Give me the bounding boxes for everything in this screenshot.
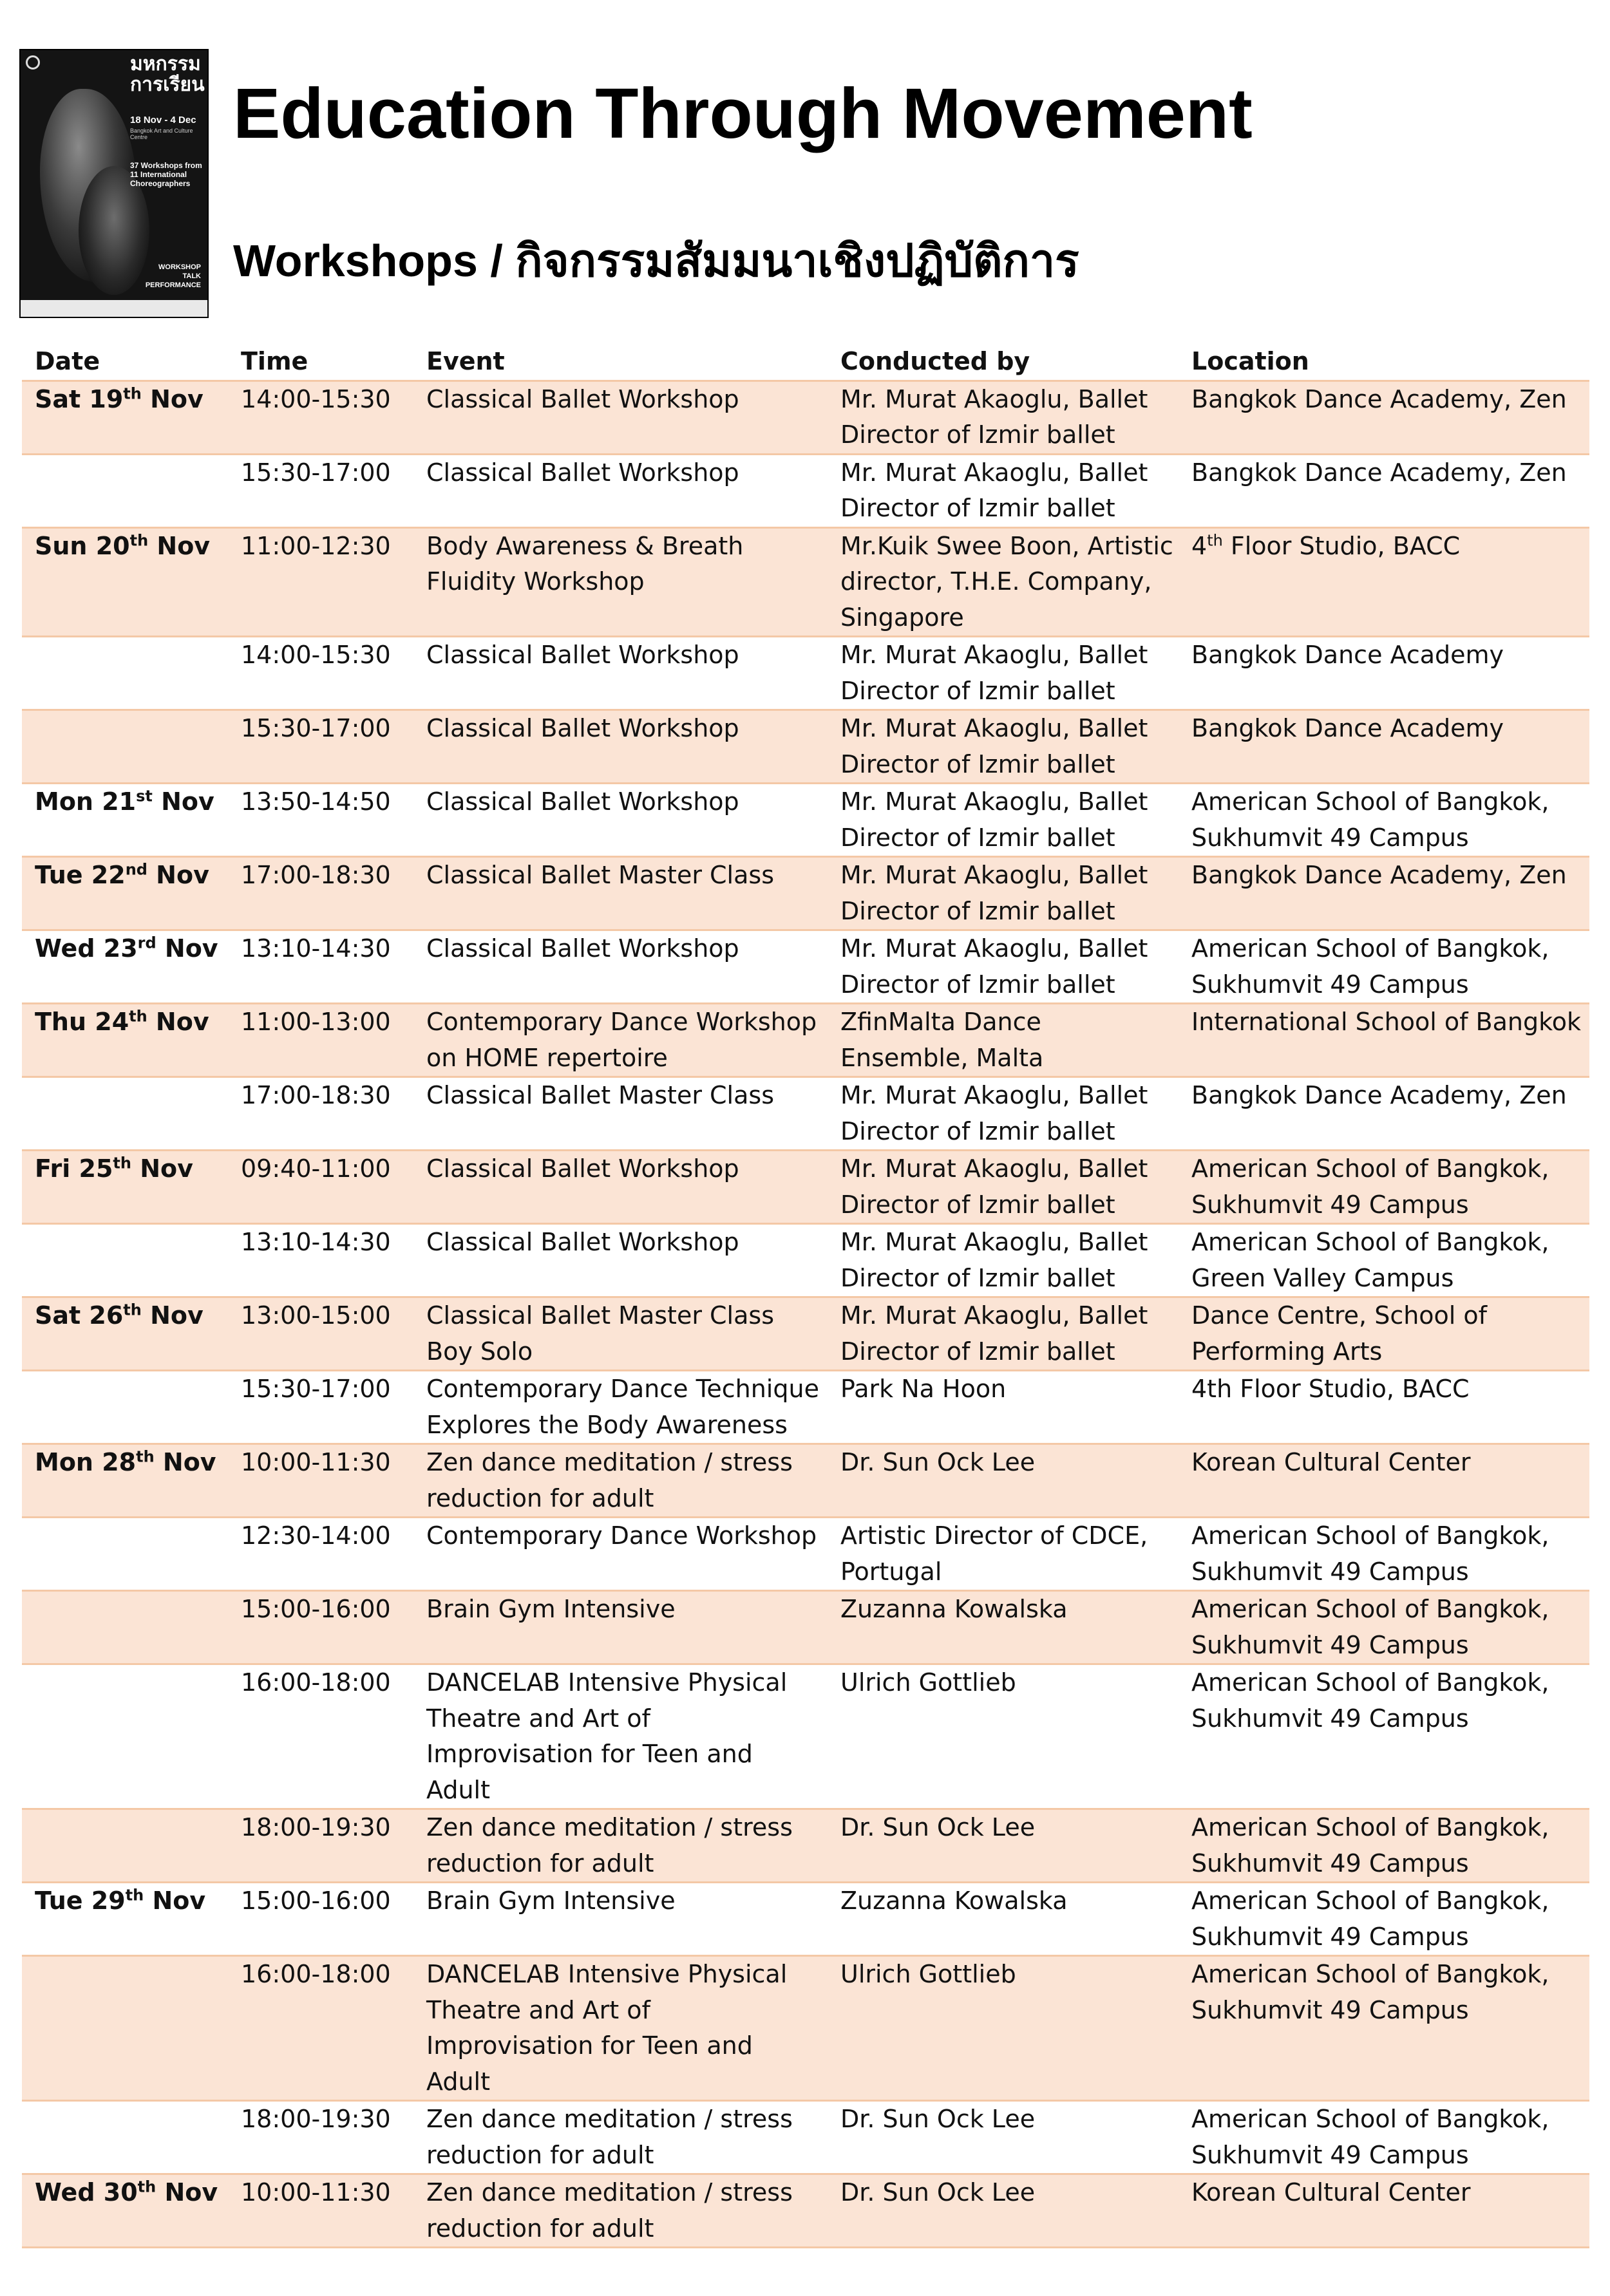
cell-date	[22, 1518, 228, 1591]
date-day: Tue 22	[35, 861, 126, 889]
cell-time: 13:00-15:00	[228, 1297, 413, 1371]
date-suffix: th	[113, 1154, 131, 1172]
cell-time: 11:00-12:30	[228, 527, 413, 637]
festival-logo-icon	[26, 55, 40, 70]
location-text: American School of Bangkok, Sukhumvit 49 Campus	[1191, 1154, 1557, 1219]
table-row	[22, 527, 1589, 637]
poster-sponsor-bar	[21, 300, 207, 317]
date-suffix: th	[136, 1447, 155, 1466]
cell-event: Classical Ballet Workshop	[413, 784, 828, 857]
table-row	[22, 381, 1589, 454]
table-row	[22, 1809, 1589, 1883]
date-suffix: th	[129, 1007, 147, 1026]
table-row	[22, 1371, 1589, 1444]
cell-location	[1179, 784, 1589, 857]
location-text: American School of Bangkok, Sukhumvit 49 Campus	[1191, 1813, 1557, 1877]
table-row	[22, 1297, 1589, 1371]
cell-time: 10:00-11:30	[228, 2174, 413, 2248]
cell-date	[22, 1883, 228, 1956]
table-row	[22, 1883, 1589, 1956]
date-suffix: th	[123, 384, 142, 402]
cell-conducted-by: Mr. Murat Akaoglu, Ballet Director of Izmir ballet	[828, 454, 1179, 527]
header-event: Event	[413, 343, 828, 381]
location-text: Bangkok Dance Academy, Zen	[1191, 861, 1567, 889]
table-row	[22, 454, 1589, 527]
cell-conducted-by: Dr. Sun Ock Lee	[828, 2101, 1179, 2174]
cell-location	[1179, 1224, 1589, 1297]
table-header-row	[22, 343, 1589, 381]
date-suffix: st	[136, 787, 153, 805]
date-suffix: rd	[137, 934, 156, 952]
table-row	[22, 1591, 1589, 1664]
cell-date	[22, 710, 228, 784]
header-conducted-by: Conducted by	[828, 343, 1179, 381]
table-row	[22, 1151, 1589, 1224]
table-row	[22, 2101, 1589, 2174]
date-suffix: th	[129, 531, 149, 549]
location-text: 4th Floor Studio, BACC	[1191, 1375, 1470, 1403]
table-row	[22, 1444, 1589, 1518]
date-suffix: th	[125, 1886, 144, 1905]
poster-line: TALK	[182, 272, 201, 280]
poster-workshops-count: 37 Workshops from 11 International Choreographers	[130, 161, 202, 188]
cell-time: 18:00-19:30	[228, 1809, 413, 1883]
location-text: American School of Bangkok, Green Valley Campus	[1191, 1228, 1557, 1292]
cell-event: Classical Ballet Workshop	[413, 1224, 828, 1297]
date-month: Nov	[141, 384, 204, 413]
cell-date	[22, 1004, 228, 1077]
cell-date	[22, 1224, 228, 1297]
location-text: American School of Bangkok, Sukhumvit 49 Campus	[1191, 1960, 1557, 2024]
cell-date	[22, 1444, 228, 1518]
cell-location	[1179, 2101, 1589, 2174]
cell-time: 13:10-14:30	[228, 1224, 413, 1297]
date-month: Nov	[144, 1887, 206, 1915]
table-row	[22, 1664, 1589, 1809]
cell-event: Zen dance meditation / stress reduction for adult	[413, 2174, 828, 2248]
cell-date	[22, 527, 228, 637]
cell-location	[1179, 1664, 1589, 1809]
cell-time: 15:30-17:00	[228, 1371, 413, 1444]
cell-event: Brain Gym Intensive	[413, 1883, 828, 1956]
location-text: Dance Centre, School of Performing Arts	[1191, 1301, 1495, 1366]
location-text: American School of Bangkok, Sukhumvit 49 Campus	[1191, 1668, 1557, 1733]
cell-conducted-by: Artistic Director of CDCE, Portugal	[828, 1518, 1179, 1591]
date-suffix: nd	[125, 860, 147, 879]
cell-location	[1179, 1444, 1589, 1518]
cell-event: Contemporary Dance Technique Explores the Body Awareness	[413, 1371, 828, 1444]
location-text: Floor Studio, BACC	[1222, 531, 1461, 560]
cell-time: 13:10-14:30	[228, 930, 413, 1004]
table-row	[22, 1518, 1589, 1591]
date-day: Sat 19	[35, 384, 124, 413]
page-subtitle: Workshops / กิจกรรมสัมมนาเชิงปฏิบัติการ	[233, 236, 1079, 286]
date-day: Fri 25	[35, 1154, 113, 1183]
cell-conducted-by: Mr. Murat Akaoglu, Ballet Director of Izmir ballet	[828, 1077, 1179, 1151]
cell-location	[1179, 1591, 1589, 1664]
cell-event: Classical Ballet Workshop	[413, 637, 828, 710]
cell-conducted-by: Zuzanna Kowalska	[828, 1883, 1179, 1956]
cell-date	[22, 1591, 228, 1664]
date-day: Wed 23	[35, 934, 138, 963]
cell-conducted-by: Mr. Murat Akaoglu, Ballet Director of Izmir ballet	[828, 1297, 1179, 1371]
location-text: American School of Bangkok, Sukhumvit 49 Campus	[1191, 1595, 1557, 1659]
date-month: Nov	[141, 1301, 204, 1330]
table-body	[22, 381, 1589, 2248]
table-row	[22, 710, 1589, 784]
cell-time: 15:30-17:00	[228, 454, 413, 527]
cell-time: 15:30-17:00	[228, 710, 413, 784]
cell-conducted-by: ZfinMalta Dance Ensemble, Malta	[828, 1004, 1179, 1077]
poster-date-range: 18 Nov - 4 Dec	[130, 115, 196, 126]
date-day: Mon 28	[35, 1448, 137, 1476]
table-row	[22, 930, 1589, 1004]
cell-location	[1179, 381, 1589, 454]
cell-location	[1179, 2174, 1589, 2248]
cell-event: Classical Ballet Master Class	[413, 857, 828, 930]
cell-location	[1179, 1809, 1589, 1883]
cell-time: 17:00-18:30	[228, 857, 413, 930]
cell-location	[1179, 1077, 1589, 1151]
cell-time: 09:40-11:00	[228, 1151, 413, 1224]
cell-event: Contemporary Dance Workshop on HOME repertoire	[413, 1004, 828, 1077]
location-text: Bangkok Dance Academy	[1191, 641, 1504, 669]
cell-time: 14:00-15:30	[228, 381, 413, 454]
date-month: Nov	[148, 531, 211, 560]
location-text: American School of Bangkok, Sukhumvit 49 Campus	[1191, 787, 1557, 852]
cell-date	[22, 381, 228, 454]
cell-event: Zen dance meditation / stress reduction for adult	[413, 1444, 828, 1518]
cell-conducted-by: Mr. Murat Akaoglu, Ballet Director of Izmir ballet	[828, 637, 1179, 710]
cell-date	[22, 1956, 228, 2101]
cell-conducted-by: Dr. Sun Ock Lee	[828, 2174, 1179, 2248]
cell-date	[22, 2174, 228, 2248]
cell-location	[1179, 1371, 1589, 1444]
cell-conducted-by: Zuzanna Kowalska	[828, 1591, 1179, 1664]
cell-date	[22, 857, 228, 930]
cell-event: Brain Gym Intensive	[413, 1591, 828, 1664]
poster-line: WORKSHOP	[158, 263, 201, 271]
date-month: Nov	[147, 1008, 209, 1036]
cell-date	[22, 1077, 228, 1151]
date-month: Nov	[154, 1448, 216, 1476]
cell-date	[22, 454, 228, 527]
cell-conducted-by: Mr.Kuik Swee Boon, Artistic director, T.H.E. Company, Singapore	[828, 527, 1179, 637]
cell-event: Zen dance meditation / stress reduction for adult	[413, 1809, 828, 1883]
location-text: American School of Bangkok, Sukhumvit 49 Campus	[1191, 1521, 1557, 1586]
cell-time: 14:00-15:30	[228, 637, 413, 710]
cell-date	[22, 1809, 228, 1883]
cell-time: 15:00-16:00	[228, 1883, 413, 1956]
cell-date	[22, 1297, 228, 1371]
cell-event: Classical Ballet Workshop	[413, 930, 828, 1004]
cell-event: Body Awareness & Breath Fluidity Workshop	[413, 527, 828, 637]
table-row	[22, 1004, 1589, 1077]
cell-event: DANCELAB Intensive Physical Theatre and Art of Improvisation for Teen and Adult	[413, 1956, 828, 2101]
cell-event: Classical Ballet Workshop	[413, 710, 828, 784]
header-time: Time	[228, 343, 413, 381]
poster-venue: Bangkok Art and Culture Centre	[130, 127, 193, 140]
poster-line: PERFORMANCE	[145, 281, 201, 289]
cell-time: 15:00-16:00	[228, 1591, 413, 1664]
cell-event: Zen dance meditation / stress reduction for adult	[413, 2101, 828, 2174]
cell-event: Classical Ballet Workshop	[413, 1151, 828, 1224]
cell-conducted-by: Mr. Murat Akaoglu, Ballet Director of Izmir ballet	[828, 1224, 1179, 1297]
cell-date	[22, 784, 228, 857]
cell-location	[1179, 637, 1589, 710]
cell-location	[1179, 454, 1589, 527]
date-day: Tue 29	[35, 1887, 126, 1915]
cell-location	[1179, 1151, 1589, 1224]
cell-event: Contemporary Dance Workshop	[413, 1518, 828, 1591]
header-location: Location	[1179, 343, 1589, 381]
location-suffix: th	[1207, 531, 1223, 549]
cell-event: Classical Ballet Workshop	[413, 454, 828, 527]
location-text: Bangkok Dance Academy	[1191, 714, 1504, 742]
cell-location	[1179, 1518, 1589, 1591]
date-day: Sat 26	[35, 1301, 124, 1330]
cell-location	[1179, 1004, 1589, 1077]
cell-conducted-by: Mr. Murat Akaoglu, Ballet Director of Izmir ballet	[828, 1151, 1179, 1224]
cell-conducted-by: Mr. Murat Akaoglu, Ballet Director of Izmir ballet	[828, 857, 1179, 930]
cell-location	[1179, 857, 1589, 930]
date-suffix: th	[137, 2178, 156, 2196]
poster-bottom-lines	[146, 263, 201, 290]
table-row	[22, 857, 1589, 930]
cell-conducted-by: Mr. Murat Akaoglu, Ballet Director of Izmir ballet	[828, 381, 1179, 454]
festival-poster-thumbnail	[19, 49, 209, 318]
cell-conducted-by: Mr. Murat Akaoglu, Ballet Director of Izmir ballet	[828, 784, 1179, 857]
cell-time: 18:00-19:30	[228, 2101, 413, 2174]
location-text: American School of Bangkok, Sukhumvit 49 Campus	[1191, 934, 1557, 999]
cell-location	[1179, 1956, 1589, 2101]
cell-location	[1179, 527, 1589, 637]
cell-date	[22, 1664, 228, 1809]
table-row	[22, 1077, 1589, 1151]
cell-location	[1179, 1883, 1589, 1956]
date-day: Thu 24	[35, 1008, 129, 1036]
date-month: Nov	[156, 2178, 218, 2207]
cell-conducted-by: Mr. Murat Akaoglu, Ballet Director of Izmir ballet	[828, 930, 1179, 1004]
cell-time: 11:00-13:00	[228, 1004, 413, 1077]
cell-time: 13:50-14:50	[228, 784, 413, 857]
cell-time: 12:30-14:00	[228, 1518, 413, 1591]
table-row	[22, 784, 1589, 857]
date-suffix: th	[123, 1301, 142, 1319]
location-text: American School of Bangkok, Sukhumvit 49 Campus	[1191, 1887, 1557, 1951]
table-row	[22, 637, 1589, 710]
cell-conducted-by: Park Na Hoon	[828, 1371, 1179, 1444]
table-row	[22, 1224, 1589, 1297]
cell-date	[22, 2101, 228, 2174]
cell-conducted-by: Mr. Murat Akaoglu, Ballet Director of Izmir ballet	[828, 710, 1179, 784]
date-day: Sun 20	[35, 531, 130, 560]
location-text: American School of Bangkok, Sukhumvit 49 Campus	[1191, 2105, 1557, 2169]
date-month: Nov	[131, 1154, 193, 1183]
date-month: Nov	[147, 861, 209, 889]
date-month: Nov	[152, 787, 214, 816]
poster-thai-title: มหกรรม การเรียน	[130, 53, 205, 96]
cell-time: 16:00-18:00	[228, 1956, 413, 2101]
location-text: Korean Cultural Center	[1191, 2178, 1471, 2207]
cell-time: 10:00-11:30	[228, 1444, 413, 1518]
cell-event: Classical Ballet Master Class	[413, 1077, 828, 1151]
table-row	[22, 2174, 1589, 2248]
cell-location	[1179, 930, 1589, 1004]
page-title: Education Through Movement	[233, 74, 1253, 153]
location-text: Bangkok Dance Academy, Zen	[1191, 1081, 1567, 1109]
cell-time: 16:00-18:00	[228, 1664, 413, 1809]
location-prefix: 4	[1191, 531, 1208, 560]
cell-time: 17:00-18:30	[228, 1077, 413, 1151]
cell-conducted-by: Ulrich Gottlieb	[828, 1664, 1179, 1809]
date-month: Nov	[156, 934, 218, 963]
workshop-schedule-table	[22, 343, 1589, 2248]
cell-event: Classical Ballet Master Class Boy Solo	[413, 1297, 828, 1371]
cell-conducted-by: Ulrich Gottlieb	[828, 1956, 1179, 2101]
cell-location	[1179, 710, 1589, 784]
table-row	[22, 1956, 1589, 2101]
location-text: Bangkok Dance Academy, Zen	[1191, 458, 1567, 487]
date-day: Wed 30	[35, 2178, 138, 2207]
date-day: Mon 21	[35, 787, 137, 816]
location-text: Bangkok Dance Academy, Zen	[1191, 384, 1567, 413]
location-text: International School of Bangkok	[1191, 1008, 1582, 1036]
cell-date	[22, 1151, 228, 1224]
cell-conducted-by: Dr. Sun Ock Lee	[828, 1444, 1179, 1518]
cell-conducted-by: Dr. Sun Ock Lee	[828, 1809, 1179, 1883]
header-date: Date	[22, 343, 228, 381]
cell-event: DANCELAB Intensive Physical Theatre and Art of Improvisation for Teen and Adult	[413, 1664, 828, 1809]
cell-location	[1179, 1297, 1589, 1371]
cell-event: Classical Ballet Workshop	[413, 381, 828, 454]
cell-date	[22, 930, 228, 1004]
location-text: Korean Cultural Center	[1191, 1448, 1471, 1476]
cell-date	[22, 637, 228, 710]
cell-date	[22, 1371, 228, 1444]
